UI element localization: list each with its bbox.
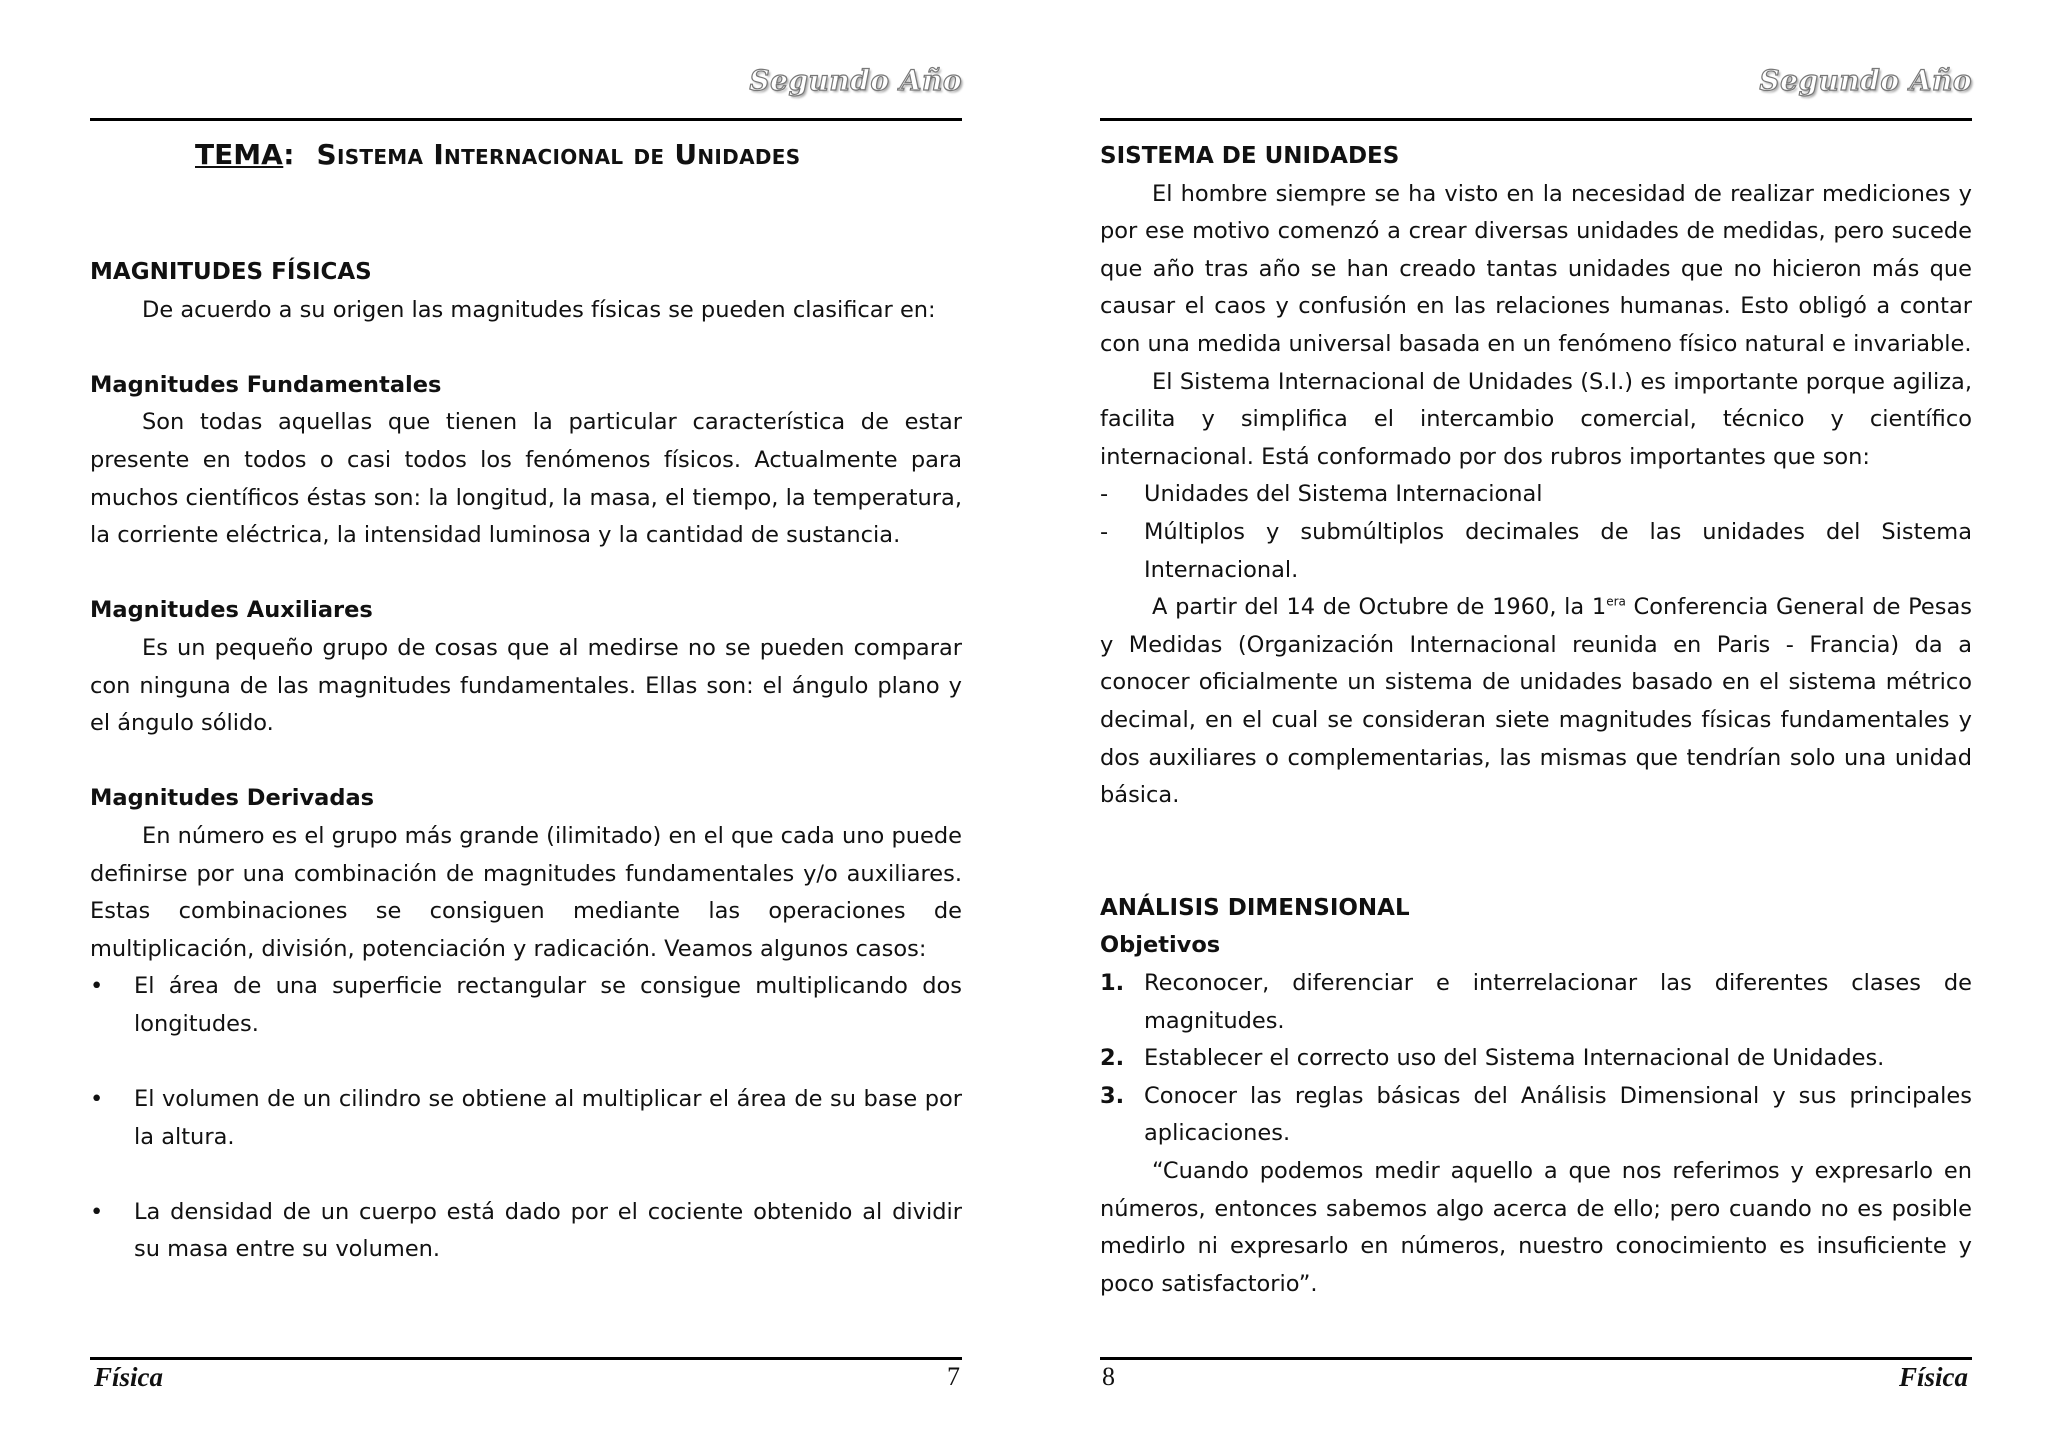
page-number: 7 (947, 1362, 960, 1391)
left-page (90, 0, 962, 1447)
tema-colon: : (283, 138, 295, 171)
header-segundo-ano: Segundo Año (749, 64, 962, 97)
tema-title: Sistema Internacional de Unidades (316, 138, 801, 171)
fund-heading: Magnitudes Fundamentales (90, 371, 442, 398)
footer-rule (1100, 1357, 1972, 1360)
tema-label: TEMA (195, 138, 284, 171)
der-text: En número es el grupo más grande (ilimitado) en el que cada uno puede definirse por una combinación de magnitudes fundamentales y/o auxiliares. Estas combinaciones se consiguen mediante las operaciones de multiplicación, división, potenciación y radicación. Veamos algunos casos: (90, 822, 962, 962)
header-segundo-ano: Segundo Año (1759, 64, 1972, 97)
objetivos-heading: Objetivos (1100, 932, 1221, 959)
list-item: • La densidad de un cuerpo está dado por el cociente obtenido al dividir su masa entre su volumen. (90, 1194, 962, 1269)
list-item: - Múltiplos y submúltiplos decimales de las unidades del Sistema Internacional. (1100, 514, 1972, 589)
footer-title: Física (94, 1362, 164, 1392)
der-heading: Magnitudes Derivadas (90, 785, 375, 812)
list-item: 3. Conocer las reglas básicas del Análisis Dimensional y sus principales aplicaciones. (1100, 1082, 1972, 1147)
list-item: • El área de una superficie rectangular se consigue multiplicando dos longitudes. (90, 968, 962, 1043)
analisis-heading: ANÁLISIS DIMENSIONAL (1100, 894, 1410, 921)
bullet-icon: • (90, 1198, 104, 1225)
magnitudes-heading: MAGNITUDES FÍSICAS (90, 259, 372, 285)
footer-title: Física (1898, 1362, 1968, 1392)
header-rule (1100, 118, 1972, 121)
sistema-p1: El hombre siempre se ha visto en la necesidad de realizar mediciones y por ese motivo comenzó a crear diversas unidades de medidas, pero sucede que año tras año se han creado tantas unidades que no hicieron más que causar el caos y confusión en las relaciones humanas. Esto obligó a contar con una medida universal basada en un fenómeno físico natural e invariable. (1100, 180, 1972, 357)
aux-text: Es un pequeño grupo de cosas que al medirse no se pueden comparar con ninguna de las magnitudes fundamentales. Ellas son: el ángulo plano y el ángulo sólido. (90, 634, 962, 737)
quote: “Cuando podemos medir aquello a que nos referimos y expresarlo en números, entonces sabemos algo acerca de ello; pero cuando no es posible medirlo ni expresarlo en números, nuestro conocimiento es insuficiente y poco satisfactorio”. (1100, 1158, 1972, 1297)
footer-rule (90, 1357, 962, 1360)
sistema-heading: SISTEMA DE UNIDADES (1100, 143, 1400, 169)
sistema-p2: El Sistema Internacional de Unidades (S.I.) es importante porque agiliza, facilita y simplifica el intercambio comercial, técnico y científico internacional. Está conformado por dos rubros importantes que son: (1100, 368, 1972, 470)
dash-icon: - (1100, 481, 1109, 508)
bullet-icon: • (90, 1086, 104, 1113)
right-content (1100, 138, 1972, 1303)
bullet-icon: • (90, 973, 104, 1000)
magnitudes-intro: De acuerdo a su origen las magnitudes físicas se pueden clasificar en: (142, 296, 936, 323)
list-item: 2. Establecer el correcto uso del Sistema Internacional de Unidades. (1100, 1045, 1885, 1072)
aux-heading: Magnitudes Auxiliares (90, 597, 373, 624)
list-item: • El volumen de un cilindro se obtiene al multiplicar el área de su base por la altura. (90, 1081, 962, 1156)
fund-text: Son todas aquellas que tienen la particular característica de estar presente en todos o casi todos los fenómenos físicos. Actualmente para muchos científicos éstas son: la longitud, la masa, el tiempo, la temperatura, la corriente eléctrica, la intensidad luminosa y la cantidad de sustancia. (90, 409, 962, 549)
sistema-p3: A partir del 14 de Octubre de 1960, la $1^{era}$ Conferencia General de Pesas y Medidas (Organización Internacional reunida en Paris - Francia) da a conocer oficialmente un sistema de unidades basado en el sistema métrico decimal, en el cual se consideran siete magnitudes físicas fundamentales y dos auxiliares o complementarias, las mismas que tendrían solo una unidad básica. (1100, 594, 1972, 809)
list-item: 1. Reconocer, diferenciar e interrelacionar las diferentes clases de magnitudes. (1100, 970, 1972, 1034)
dash-icon: - (1100, 518, 1109, 545)
header-rule (90, 118, 962, 121)
list-item: - Unidades del Sistema Internacional (1100, 476, 1972, 514)
right-page (1100, 0, 1972, 1447)
page-title (195, 138, 800, 171)
left-content (90, 254, 962, 1269)
page-number: 8 (1102, 1362, 1115, 1391)
